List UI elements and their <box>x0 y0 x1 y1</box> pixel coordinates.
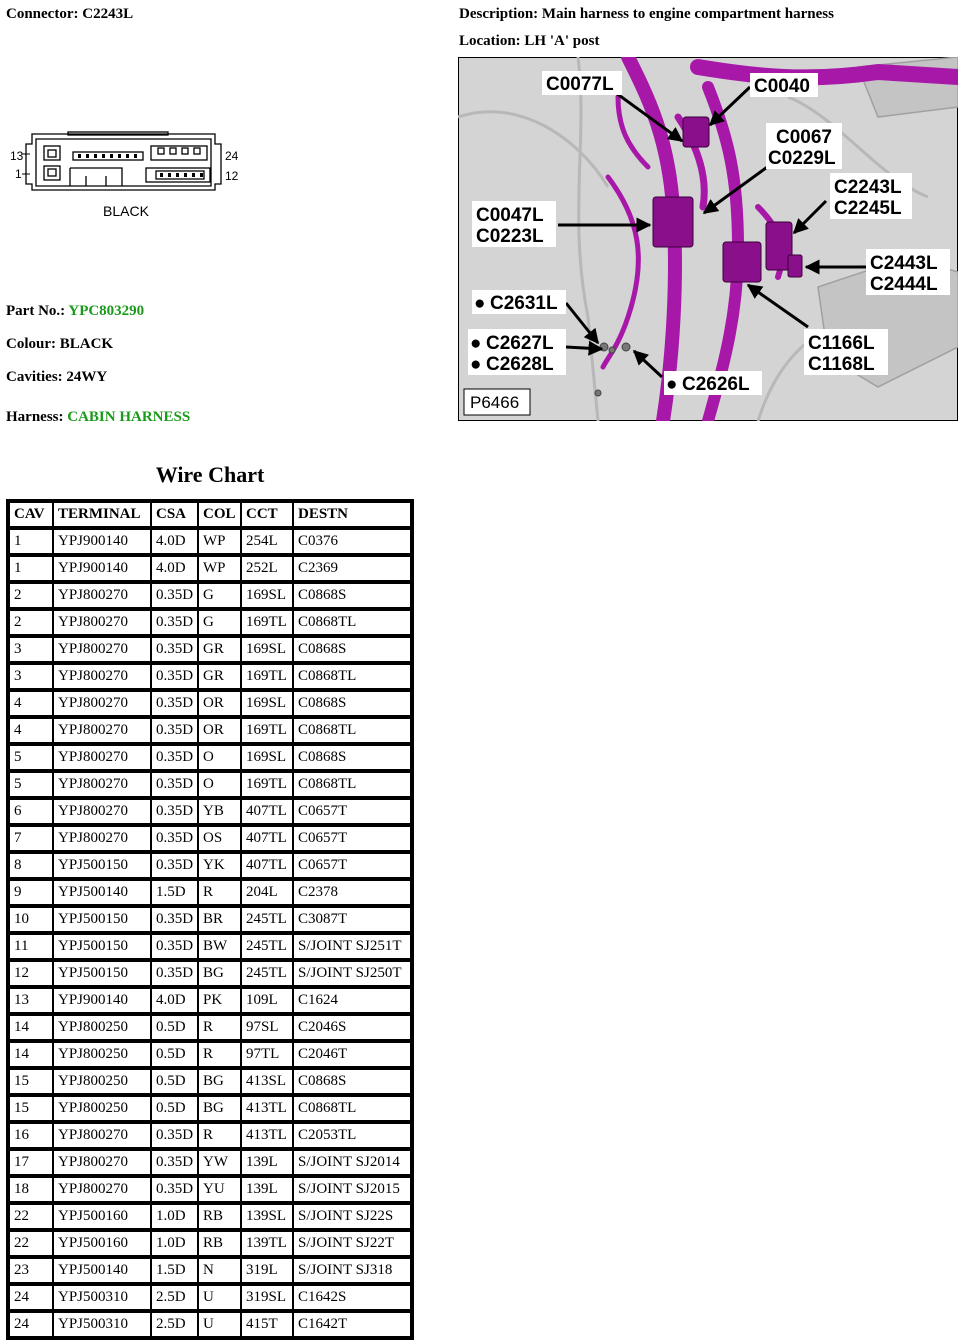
cell-csa: 0.5D <box>151 1015 198 1042</box>
cell-destn: C2369 <box>293 556 411 583</box>
cell-csa: 1.5D <box>151 1258 198 1285</box>
table-row <box>9 745 411 772</box>
cell-destn: C0868TL <box>293 610 411 637</box>
cell-col: G <box>198 610 241 637</box>
cell-col: RB <box>198 1204 241 1231</box>
cell-cav: 5 <box>9 745 53 772</box>
table-row <box>9 1177 411 1204</box>
connector-heading <box>6 5 133 23</box>
label-c2631l: C2631L <box>490 293 558 314</box>
cell-terminal: YPJ800270 <box>53 1123 151 1150</box>
cell-destn: C3087T <box>293 907 411 934</box>
cell-terminal: YPJ800270 <box>53 1177 151 1204</box>
table-row <box>9 556 411 583</box>
cell-terminal: YPJ800250 <box>53 1069 151 1096</box>
cell-cct: 139L <box>241 1177 293 1204</box>
cavities-label: Cavities: <box>6 369 63 385</box>
cell-csa: 0.35D <box>151 610 198 637</box>
cell-cav: 15 <box>9 1069 53 1096</box>
cell-col: GR <box>198 637 241 664</box>
cell-col: BG <box>198 961 241 988</box>
cell-destn: C0868TL <box>293 664 411 691</box>
pin-12-label: 12 <box>225 169 239 183</box>
cell-col: BW <box>198 934 241 961</box>
harness-value: CABIN HARNESS <box>67 409 191 425</box>
cell-destn: S/JOINT SJ250T <box>293 961 411 988</box>
cell-terminal: YPJ500140 <box>53 1258 151 1285</box>
cell-csa: 0.35D <box>151 772 198 799</box>
cell-terminal: YPJ500160 <box>53 1231 151 1258</box>
cell-col: RB <box>198 1231 241 1258</box>
cell-cav: 10 <box>9 907 53 934</box>
cell-cav: 3 <box>9 664 53 691</box>
cell-cav: 8 <box>9 853 53 880</box>
cell-csa: 0.35D <box>151 691 198 718</box>
label-c1166l: C1166L <box>808 333 875 354</box>
cell-cav: 16 <box>9 1123 53 1150</box>
label-c0223l: C0223L <box>476 226 544 247</box>
table-row <box>9 799 411 826</box>
cell-terminal: YPJ500150 <box>53 907 151 934</box>
cell-csa: 0.35D <box>151 1177 198 1204</box>
label-c0047l: C0047L <box>476 205 544 226</box>
cell-col: PK <box>198 988 241 1015</box>
cell-terminal: YPJ500160 <box>53 1204 151 1231</box>
col-header-cav: CAV <box>9 502 53 529</box>
table-row <box>9 988 411 1015</box>
colour-value: BLACK <box>59 336 114 352</box>
cell-terminal: YPJ500150 <box>53 853 151 880</box>
cell-destn: C0657T <box>293 826 411 853</box>
cell-col: BG <box>198 1096 241 1123</box>
cell-destn: C1624 <box>293 988 411 1015</box>
cell-cav: 3 <box>9 637 53 664</box>
label-c2626l: C2626L <box>682 374 750 395</box>
col-header-cct: CCT <box>241 502 293 529</box>
cell-cav: 14 <box>9 1015 53 1042</box>
cell-terminal: YPJ900140 <box>53 529 151 556</box>
connector-value: C2243L <box>82 6 134 22</box>
cell-cct: 245TL <box>241 907 293 934</box>
cell-cav: 2 <box>9 610 53 637</box>
cell-cct: 407TL <box>241 799 293 826</box>
cell-terminal: YPJ800270 <box>53 610 151 637</box>
table-row <box>9 718 411 745</box>
cell-col: YK <box>198 853 241 880</box>
cell-col: BR <box>198 907 241 934</box>
cell-csa: 2.5D <box>151 1312 198 1337</box>
cell-destn: C0376 <box>293 529 411 556</box>
colour-label: Colour: <box>6 336 56 352</box>
cell-csa: 0.35D <box>151 934 198 961</box>
cell-destn: S/JOINT SJ318 <box>293 1258 411 1285</box>
cell-cav: 17 <box>9 1150 53 1177</box>
cell-csa: 0.35D <box>151 664 198 691</box>
cell-csa: 0.35D <box>151 826 198 853</box>
col-header-col: COL <box>198 502 241 529</box>
cavities-line <box>6 368 107 386</box>
bullet-c2628l: ● <box>470 354 482 375</box>
cell-terminal: YPJ500150 <box>53 961 151 988</box>
table-header-row <box>9 502 411 529</box>
pin-24-label: 24 <box>225 149 239 163</box>
col-header-csa: CSA <box>151 502 198 529</box>
cell-col: OS <box>198 826 241 853</box>
cell-destn: C0868S <box>293 745 411 772</box>
cell-col: O <box>198 772 241 799</box>
cell-csa: 4.0D <box>151 529 198 556</box>
cell-cct: 169TL <box>241 610 293 637</box>
wire-chart-title: Wire Chart <box>155 462 265 487</box>
label-c2245l: C2245L <box>834 198 902 219</box>
label-c2628l: C2628L <box>486 354 554 375</box>
cell-col: U <box>198 1285 241 1312</box>
cell-cav: 7 <box>9 826 53 853</box>
bullet-c2627l: ● <box>470 333 482 354</box>
location-photo <box>458 57 958 421</box>
cell-destn: C2378 <box>293 880 411 907</box>
cell-csa: 1.5D <box>151 880 198 907</box>
connector-label: Connector: <box>6 6 79 22</box>
table-row <box>9 610 411 637</box>
cell-destn: C0657T <box>293 853 411 880</box>
cell-col: R <box>198 880 241 907</box>
cell-cct: 413SL <box>241 1069 293 1096</box>
cell-col: OR <box>198 691 241 718</box>
cell-cct: 245TL <box>241 961 293 988</box>
cell-cct: 169SL <box>241 637 293 664</box>
table-row <box>9 772 411 799</box>
cell-cav: 15 <box>9 1096 53 1123</box>
cell-csa: 0.35D <box>151 799 198 826</box>
description-label: Description: <box>459 6 539 22</box>
table-row <box>9 1231 411 1258</box>
cell-terminal: YPJ800270 <box>53 691 151 718</box>
cell-cct: 407TL <box>241 853 293 880</box>
cell-terminal: YPJ800270 <box>53 1150 151 1177</box>
label-c2443l: C2443L <box>870 253 938 274</box>
cell-col: R <box>198 1123 241 1150</box>
label-c2627l: C2627L <box>486 333 554 354</box>
cell-terminal: YPJ800270 <box>53 772 151 799</box>
label-c0040: C0040 <box>754 76 810 97</box>
table-row <box>9 1258 411 1285</box>
cell-destn: C2046T <box>293 1042 411 1069</box>
cell-terminal: YPJ800250 <box>53 1042 151 1069</box>
pin-1-label: 1 <box>15 167 22 181</box>
connector-colour-caption: BLACK <box>103 203 149 219</box>
description-heading <box>459 5 834 23</box>
cell-cct: 254L <box>241 529 293 556</box>
table-row <box>9 934 411 961</box>
cell-terminal: YPJ800270 <box>53 718 151 745</box>
cell-terminal: YPJ500310 <box>53 1312 151 1337</box>
cell-terminal: YPJ800270 <box>53 664 151 691</box>
cell-terminal: YPJ800270 <box>53 583 151 610</box>
label-c1168l: C1168L <box>808 354 875 375</box>
cell-destn: C0868TL <box>293 718 411 745</box>
wire-chart-table <box>6 499 414 1340</box>
cell-cct: 139L <box>241 1150 293 1177</box>
wire-chart-body <box>9 529 411 1337</box>
cell-cav: 1 <box>9 556 53 583</box>
table-row <box>9 583 411 610</box>
cell-cav: 1 <box>9 529 53 556</box>
cell-col: R <box>198 1042 241 1069</box>
table-row <box>9 1312 411 1337</box>
table-row <box>9 1150 411 1177</box>
connector-face-diagram <box>10 124 250 224</box>
table-row <box>9 637 411 664</box>
table-row <box>9 664 411 691</box>
table-row <box>9 853 411 880</box>
table-row <box>9 1015 411 1042</box>
cell-terminal: YPJ800270 <box>53 799 151 826</box>
colour-line <box>6 335 113 353</box>
cell-destn: S/JOINT SJ2015 <box>293 1177 411 1204</box>
cell-cct: 109L <box>241 988 293 1015</box>
location-heading <box>459 32 599 50</box>
cell-cav: 4 <box>9 718 53 745</box>
cell-col: GR <box>198 664 241 691</box>
cell-cav: 9 <box>9 880 53 907</box>
cell-csa: 0.5D <box>151 1042 198 1069</box>
cell-csa: 4.0D <box>151 988 198 1015</box>
label-c2444l: C2444L <box>870 274 938 295</box>
cell-cct: 97TL <box>241 1042 293 1069</box>
cell-cct: 415T <box>241 1312 293 1337</box>
cell-destn: C2053TL <box>293 1123 411 1150</box>
table-row <box>9 529 411 556</box>
cell-cav: 11 <box>9 934 53 961</box>
cell-cct: 139TL <box>241 1231 293 1258</box>
cell-csa: 2.5D <box>151 1285 198 1312</box>
cell-csa: 1.0D <box>151 1204 198 1231</box>
cell-col: YW <box>198 1150 241 1177</box>
table-row <box>9 907 411 934</box>
pin-13-label: 13 <box>10 149 24 163</box>
cell-cct: 319SL <box>241 1285 293 1312</box>
cell-cav: 24 <box>9 1312 53 1337</box>
cell-terminal: YPJ800270 <box>53 637 151 664</box>
cell-destn: C1642T <box>293 1312 411 1337</box>
bullet-c2631l: ● <box>474 293 486 314</box>
cell-destn: S/JOINT SJ22T <box>293 1231 411 1258</box>
cell-cav: 13 <box>9 988 53 1015</box>
bullet-c2626l: ● <box>666 374 678 395</box>
cell-cct: 169TL <box>241 772 293 799</box>
table-row <box>9 691 411 718</box>
cell-csa: 0.35D <box>151 583 198 610</box>
cell-terminal: YPJ800250 <box>53 1096 151 1123</box>
col-header-terminal: TERMINAL <box>53 502 151 529</box>
cell-cav: 23 <box>9 1258 53 1285</box>
col-header-destn: DESTN <box>293 502 411 529</box>
cell-col: N <box>198 1258 241 1285</box>
cell-col: O <box>198 745 241 772</box>
cell-col: G <box>198 583 241 610</box>
cell-csa: 0.35D <box>151 718 198 745</box>
table-row <box>9 1042 411 1069</box>
cell-terminal: YPJ500150 <box>53 934 151 961</box>
cell-cct: 407TL <box>241 826 293 853</box>
cell-cct: 413TL <box>241 1096 293 1123</box>
cell-csa: 1.0D <box>151 1231 198 1258</box>
cell-csa: 0.5D <box>151 1096 198 1123</box>
table-row <box>9 826 411 853</box>
cell-csa: 0.5D <box>151 1069 198 1096</box>
cell-cct: 97SL <box>241 1015 293 1042</box>
cell-cav: 24 <box>9 1285 53 1312</box>
cell-terminal: YPJ800270 <box>53 745 151 772</box>
cell-cav: 5 <box>9 772 53 799</box>
cell-terminal: YPJ500140 <box>53 880 151 907</box>
cell-terminal: YPJ800250 <box>53 1015 151 1042</box>
cell-destn: C0868S <box>293 583 411 610</box>
cell-csa: 0.35D <box>151 907 198 934</box>
cell-col: WP <box>198 529 241 556</box>
cell-cct: 139SL <box>241 1204 293 1231</box>
cell-terminal: YPJ900140 <box>53 556 151 583</box>
table-row <box>9 1123 411 1150</box>
table-row <box>9 880 411 907</box>
location-value: LH 'A' post <box>524 33 600 49</box>
cell-destn: C0868S <box>293 1069 411 1096</box>
cell-destn: S/JOINT SJ251T <box>293 934 411 961</box>
cell-terminal: YPJ800270 <box>53 826 151 853</box>
cell-destn: S/JOINT SJ2014 <box>293 1150 411 1177</box>
cell-cav: 22 <box>9 1231 53 1258</box>
part-no-line <box>6 302 144 320</box>
cell-cct: 245TL <box>241 934 293 961</box>
cavities-value: 24WY <box>66 369 108 385</box>
cell-col: R <box>198 1015 241 1042</box>
label-c0229l: C0229L <box>768 148 836 169</box>
label-c0067: C0067 <box>776 127 832 148</box>
cell-cct: 169TL <box>241 664 293 691</box>
cell-cct: 413TL <box>241 1123 293 1150</box>
cell-destn: C0657T <box>293 799 411 826</box>
cell-cct: 169SL <box>241 583 293 610</box>
cell-col: YU <box>198 1177 241 1204</box>
cell-cav: 6 <box>9 799 53 826</box>
cell-destn: C0868TL <box>293 1096 411 1123</box>
cell-cav: 4 <box>9 691 53 718</box>
cell-col: OR <box>198 718 241 745</box>
part-no-value: YPC803290 <box>68 303 145 319</box>
label-c0077l: C0077L <box>546 74 614 95</box>
cell-destn: C0868S <box>293 691 411 718</box>
table-row <box>9 1285 411 1312</box>
part-no-label: Part No.: <box>6 303 66 319</box>
cell-col: BG <box>198 1069 241 1096</box>
table-row <box>9 961 411 988</box>
cell-csa: 0.35D <box>151 637 198 664</box>
cell-col: YB <box>198 799 241 826</box>
cell-destn: C0868S <box>293 637 411 664</box>
harness-line <box>6 408 190 426</box>
cell-cav: 22 <box>9 1204 53 1231</box>
cell-csa: 0.35D <box>151 745 198 772</box>
table-row <box>9 1204 411 1231</box>
cell-csa: 0.35D <box>151 961 198 988</box>
cell-destn: C1642S <box>293 1285 411 1312</box>
cell-cct: 169SL <box>241 691 293 718</box>
cell-cct: 319L <box>241 1258 293 1285</box>
cell-col: WP <box>198 556 241 583</box>
cell-cav: 12 <box>9 961 53 988</box>
cell-csa: 0.35D <box>151 1150 198 1177</box>
cell-cct: 204L <box>241 880 293 907</box>
cell-cct: 169TL <box>241 718 293 745</box>
label-c2243l: C2243L <box>834 177 902 198</box>
photo-reference: P6466 <box>470 393 520 412</box>
cell-csa: 0.35D <box>151 1123 198 1150</box>
cell-destn: C0868TL <box>293 772 411 799</box>
cell-terminal: YPJ900140 <box>53 988 151 1015</box>
cell-cct: 252L <box>241 556 293 583</box>
location-label: Location: <box>459 33 521 49</box>
cell-destn: S/JOINT SJ22S <box>293 1204 411 1231</box>
cell-csa: 4.0D <box>151 556 198 583</box>
cell-csa: 0.35D <box>151 853 198 880</box>
description-value: Main harness to engine compartment harness <box>541 6 834 22</box>
cell-terminal: YPJ500310 <box>53 1285 151 1312</box>
cell-destn: C2046S <box>293 1015 411 1042</box>
table-row <box>9 1069 411 1096</box>
harness-label: Harness: <box>6 409 64 425</box>
cell-col: U <box>198 1312 241 1337</box>
cell-cct: 169SL <box>241 745 293 772</box>
table-row <box>9 1096 411 1123</box>
cell-cav: 14 <box>9 1042 53 1069</box>
cell-cav: 2 <box>9 583 53 610</box>
cell-cav: 18 <box>9 1177 53 1204</box>
